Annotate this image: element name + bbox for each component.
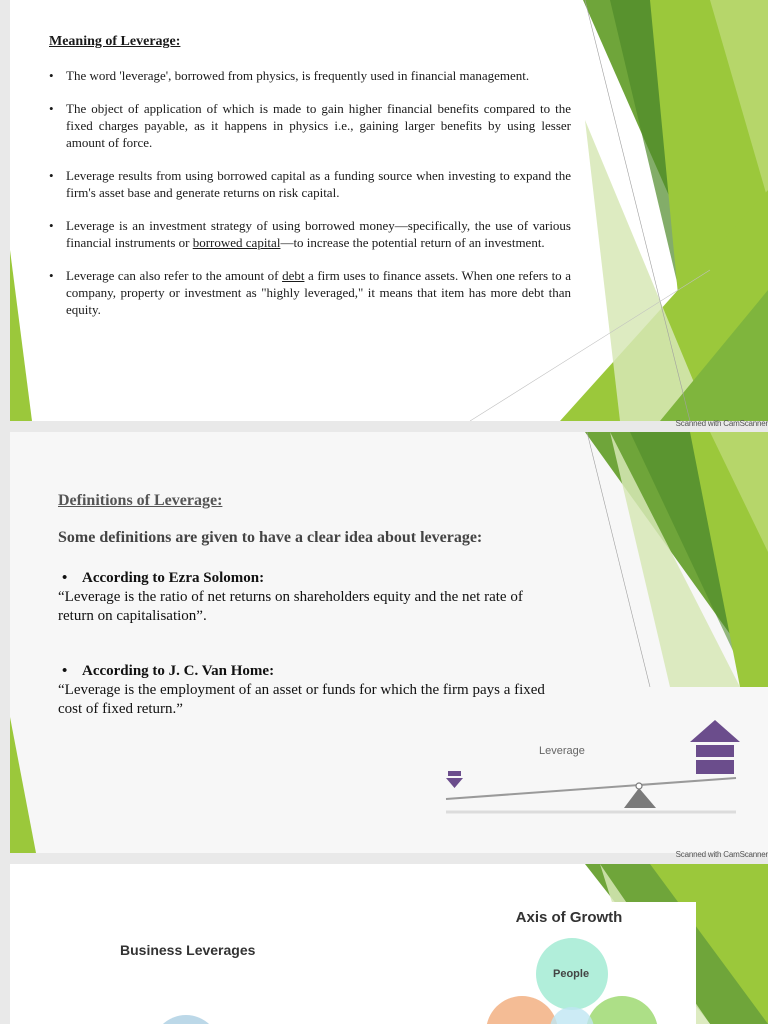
bullet-text: Leverage results from using borrowed capital as a funding source when investing to expand the firm's asset base and generate returns on risk capital. [66, 168, 571, 200]
list-item [49, 67, 571, 84]
slide-title: Definitions of Leverage: [58, 492, 223, 509]
business-leverages-title: Business Leverages [120, 942, 256, 958]
slide-title: Meaning of Leverage: [49, 34, 181, 49]
list-item [49, 217, 571, 251]
bullet-text: a firm uses to finance assets. When one refers to a company, property or investment as "highly leveraged," it means that item has more debt than equity. [66, 268, 571, 317]
scanner-watermark: Scanned with CamScanner [675, 850, 768, 859]
definition-van-home [58, 662, 558, 719]
bullet-text: —to increase the potential return of an investment. [280, 235, 545, 250]
bullet-glyph: • [62, 570, 68, 586]
definition-heading: • According to Ezra Solomon: [62, 570, 265, 586]
axis-of-growth-title: Axis of Growth [515, 909, 623, 926]
bullet-text: Leverage can also refer to the amount of [66, 268, 283, 283]
definition-solomon [58, 569, 558, 626]
list-item [49, 167, 571, 201]
bullet-text: Leverage is an investment strategy of using borrowed money—specifically, the use of various financial instruments or [66, 218, 571, 250]
scanner-watermark: Scanned with CamScanner [675, 419, 768, 428]
leverage-diagram-label: Leverage [539, 745, 585, 757]
borrowed-capital-link[interactable]: borrowed capital [192, 235, 281, 250]
bullet-list [49, 67, 571, 334]
bullet-glyph: • [62, 663, 68, 679]
people-circle-label: People [553, 968, 590, 980]
list-item [49, 100, 571, 151]
slide-definitions-of-leverage [10, 432, 768, 853]
list-item [49, 267, 571, 318]
slide-meaning-of-leverage [10, 0, 768, 421]
definition-quote: “Leverage is the employment of an asset or funds for which the firm pays a fixed cost of fixed return.” [58, 682, 545, 717]
slide-business-leverages [10, 864, 768, 1024]
definition-heading: • According to J. C. Van Home: [62, 663, 275, 679]
debt-link[interactable]: debt [282, 268, 305, 283]
bullet-text: The object of application of which is made to gain higher financial benefits compared to the fixed charges payable, as it happens in physics i.e., gaining larger benefits by using lesser amount of force. [66, 101, 571, 150]
definition-quote: “Leverage is the ratio of net returns on shareholders equity and the net rate of return on capitalisation”. [58, 589, 523, 624]
slide-subtitle: Some definitions are given to have a clear idea about leverage: [58, 529, 483, 546]
bullet-text: The word 'leverage', borrowed from physics, is frequently used in financial management. [66, 68, 530, 83]
growth-venn-diagram [10, 864, 768, 1024]
